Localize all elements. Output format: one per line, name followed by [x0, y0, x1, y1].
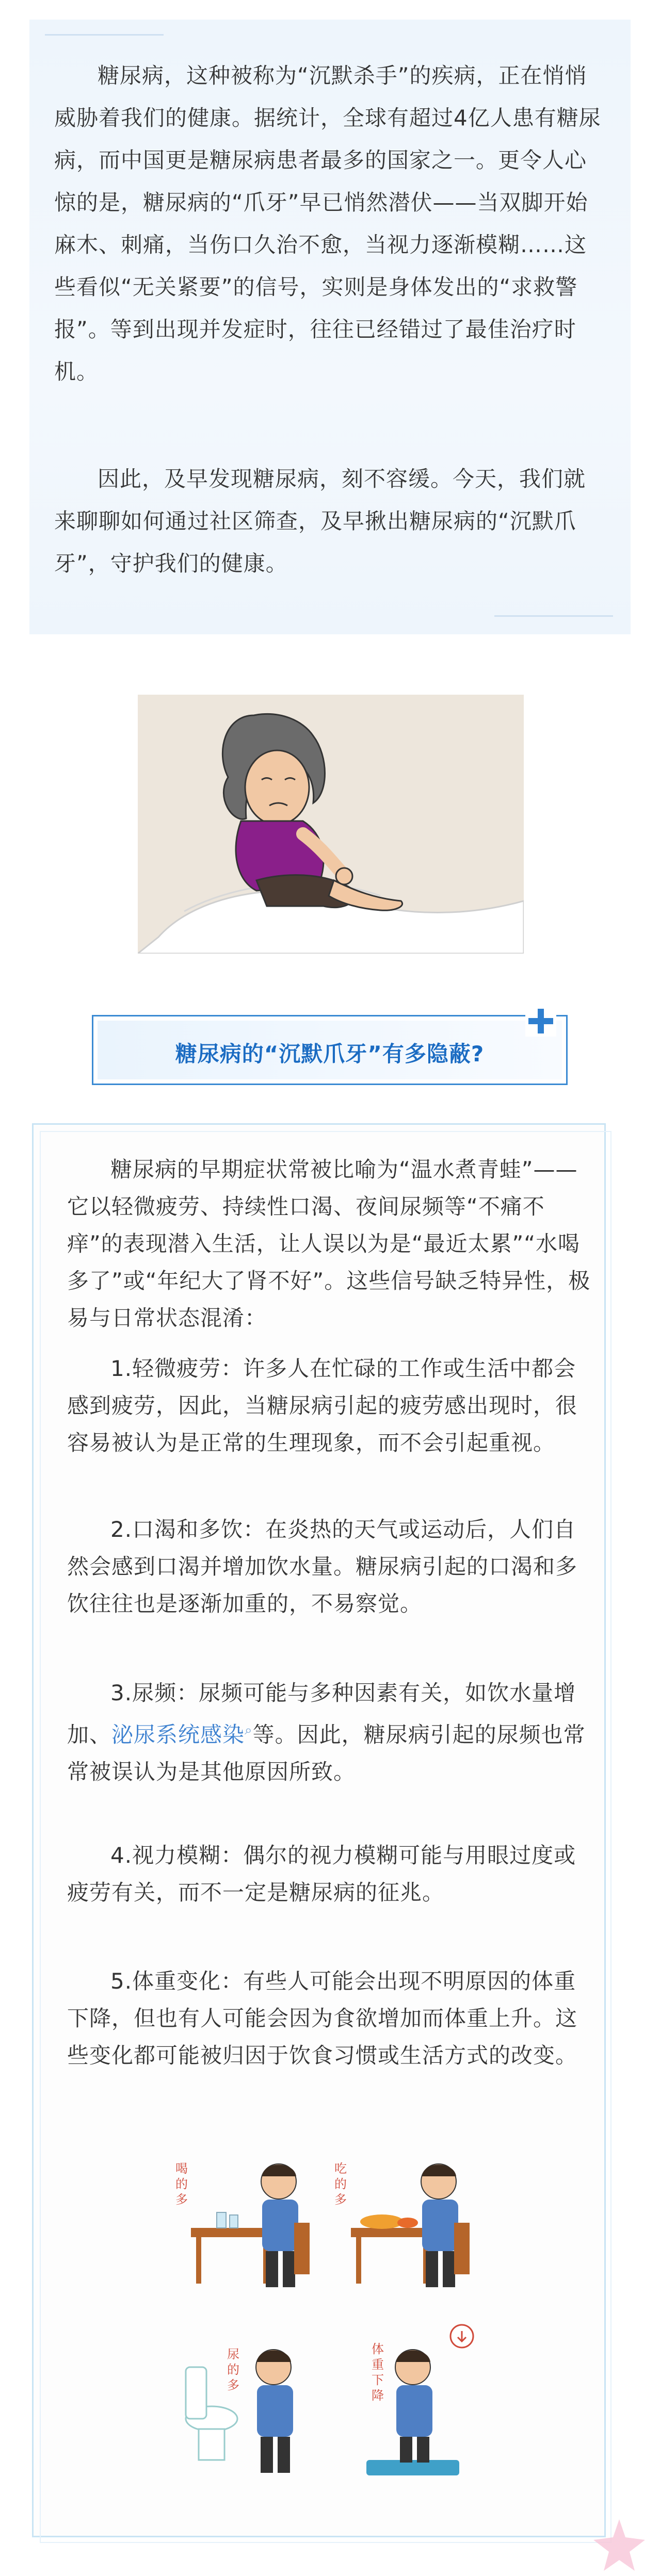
- drinking-man-figure: [191, 2164, 310, 2287]
- search-icon[interactable]: ⌕: [245, 1722, 253, 1738]
- symptom-weight-change: 5.体重变化：有些人可能会出现不明原因的体重下降，但也有人可能会因为食欲增加而体重上升。这些变化都可能被归因于饮食习惯或生活方式的改变。: [67, 1968, 578, 2068]
- eating-man-figure: [351, 2164, 470, 2287]
- body-intro-paragraph: 糖尿病的早期症状常被比喻为“温水煮青蛙”——它以轻微疲劳、持续性口渴、夜间尿频等“不痛不痒”的表现潜入生活，让人误以为是“最近太累”“水喝多了”或“年纪大了肾不好”。这些信号缺乏特异性，极易与日常状态混淆：: [67, 1157, 591, 1331]
- symptom-urination-text-1: 3.尿频：尿频可能与多种因素有关，如饮水量增加、: [67, 1680, 576, 1747]
- label-urine: 尿的多: [227, 2347, 239, 2392]
- label-eat: 吃的多: [334, 2161, 347, 2207]
- plus-icon: [525, 1006, 556, 1037]
- symptom-frequent-urination: [67, 1675, 593, 1791]
- label-drink: 喝的多: [175, 2161, 188, 2207]
- decor-line-bottom: [494, 615, 613, 617]
- symptom-thirst: 2.口渴和多饮：在炎热的天气或运动后，人们自然会感到口渴并增加饮水量。糖尿病引起的口渴和多饮往往也是逐渐加重的，不易察觉。: [67, 1517, 578, 1616]
- intro-paragraph-1: 糖尿病，这种被称为“沉默杀手”的疾病，正在悄悄威胁着我们的健康。据统计，全球有超过4亿人患有糖尿病，而中国更是糖尿病患者最多的国家之一。更令人心惊的是，糖尿病的“爪牙”早已悄然潜伏——当双脚开始麻木、刺痛，当伤口久治不愈，当视力逐渐模糊……这些看似“无关紧要”的信号，实则是身体发出的“求救警报”。等到出现并发症时，往往已经错过了最佳治疗时机。: [54, 63, 601, 384]
- symptom-blurred-vision: 4.视力模糊：偶尔的视力模糊可能与用眼过度或疲劳有关，而不一定是糖尿病的征兆。: [67, 1843, 576, 1905]
- label-weight: 体重下降: [372, 2342, 384, 2403]
- urinary-infection-link[interactable]: 泌尿系统感染: [111, 1722, 245, 1747]
- star-icon: [588, 2517, 650, 2573]
- section-heading-title: 糖尿病的“沉默爪牙”有多隐蔽?: [175, 1041, 485, 1067]
- symptom-urination-text-2: 等。因此，糖尿病引起的尿频也常常被误认为是其他原因所致。: [67, 1722, 586, 1784]
- decor-line-top: [45, 34, 164, 36]
- intro-paragraph-2: 因此，及早发现糖尿病，刻不容缓。今天，我们就来聊聊如何通过社区筛查，及早揪出糖尿病的“沉默爪牙”，守护我们的健康。: [54, 466, 586, 576]
- section-heading-box: [92, 1015, 568, 1085]
- intro-card: [29, 20, 631, 634]
- elderly-woman-foot-illustration: [138, 695, 524, 954]
- symptoms-illustration: [170, 2151, 490, 2501]
- symptom-fatigue: 1.轻微疲劳：许多人在忙碌的工作或生活中都会感到疲劳，因此，当糖尿病引起的疲劳感出现时，很容易被认为是正常的生理现象，而不会引起重视。: [67, 1356, 578, 1455]
